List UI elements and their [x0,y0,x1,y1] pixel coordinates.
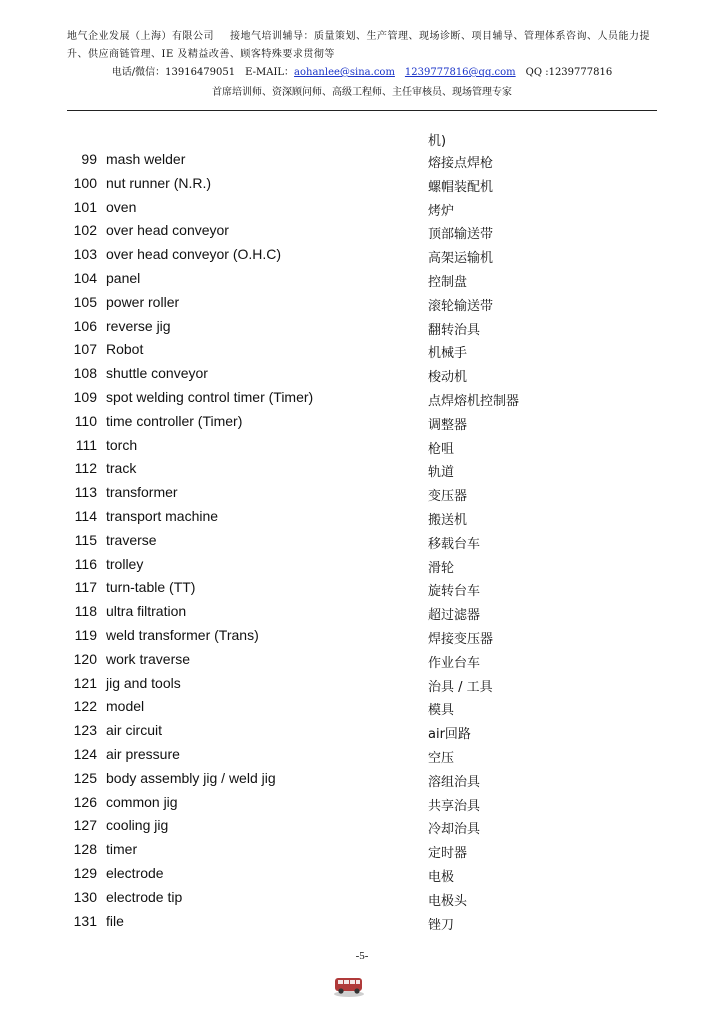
chinese-term: 顶部输送带 [428,227,494,243]
glossary-row [0,315,724,339]
english-term: reverse jig [106,317,171,334]
glossary-row [0,791,724,815]
row-number: 123 [73,722,97,739]
english-term: air pressure [106,745,180,762]
chinese-term: 高架运输机 [428,251,494,267]
row-number: 103 [73,246,97,263]
chinese-term: air回路 [428,727,471,743]
header-divider [67,110,657,111]
english-term: cooling jig [106,817,169,834]
glossary-row [0,648,724,672]
glossary-row [0,814,724,838]
english-term: air circuit [106,722,163,739]
row-number: 115 [74,531,97,548]
row-number: 130 [73,888,97,905]
row-number: 128 [73,841,97,858]
row-number: 108 [73,365,97,382]
chinese-term: 机械手 [428,346,468,362]
glossary-row [0,481,724,505]
chinese-term: 模具 [428,703,455,719]
chinese-term: 治具 / 工具 [428,679,493,695]
english-term: oven [106,198,137,215]
english-term: power roller [106,293,180,310]
english-term: common jig [106,793,178,810]
glossary-row [0,457,724,481]
english-term: body assembly jig / weld jig [106,769,276,786]
chinese-term: 翻转治具 [428,322,481,338]
row-number: 106 [73,317,97,334]
english-term: shuttle conveyor [106,365,208,382]
english-term: ultra filtration [106,603,187,620]
bus-icon [332,972,366,998]
row-number: 113 [74,484,97,501]
chinese-term: 搬送机 [428,512,468,528]
row-number: 110 [74,412,97,429]
english-term: Robot [106,341,144,358]
row-number: 99 [81,151,97,167]
row-number: 124 [73,745,97,762]
glossary-row [0,743,724,767]
glossary-row [0,172,724,196]
row-number: 117 [74,579,97,596]
glossary-row [0,672,724,696]
chinese-term: 控制盘 [428,274,468,290]
chinese-term: 烤炉 [428,203,455,219]
row-number: 120 [73,650,97,667]
glossary-row [0,243,724,267]
row-number: 105 [73,293,97,310]
glossary-row [0,576,724,600]
chinese-term: 溶组治具 [428,774,481,790]
glossary-row [0,529,724,553]
glossary-row [0,362,724,386]
chinese-term: 移载台车 [428,536,481,552]
english-term: over head conveyor (O.H.C) [106,246,282,263]
english-term: electrode [106,864,164,881]
chinese-term: 空压 [428,750,455,766]
chinese-term: 枪咀 [428,441,455,457]
header-contact-line [67,66,657,80]
chinese-term: 焊接变压器 [428,631,494,647]
glossary-row [0,862,724,886]
chinese-term: 冷却治具 [428,822,481,838]
glossary-row [0,505,724,529]
chinese-term: 调整器 [428,417,468,433]
english-term: timer [106,841,138,858]
glossary-row [0,338,724,362]
row-number: 109 [73,388,97,405]
english-term: torch [106,436,138,453]
english-term: spot welding control timer (Timer) [106,388,314,405]
english-term: panel [106,269,141,286]
row-number: 121 [73,674,97,691]
english-term: time controller (Timer) [106,412,243,429]
english-term: file [106,912,124,929]
english-term: mash welder [106,151,186,167]
row-number: 116 [74,555,97,572]
glossary-row [0,600,724,624]
chinese-term: 电极头 [428,893,468,909]
row-number: 127 [73,817,97,834]
glossary-row [0,386,724,410]
chinese-term: 旋转台车 [428,584,481,600]
row-number: 104 [73,269,97,286]
row-number: 119 [74,626,97,643]
row-number: 129 [73,864,97,881]
glossary-row [0,624,724,648]
chinese-term: 共享治具 [428,798,481,814]
chinese-term: 超过滤器 [428,608,481,624]
phone-text: 电话/微信：13916479051 [111,67,236,78]
glossary-row [0,148,724,172]
chinese-term: 梭动机 [428,370,468,386]
english-term: turn-table (TT) [106,579,196,596]
row-number: 111 [75,436,97,453]
english-term: jig and tools [106,674,181,691]
english-term: track [106,460,137,477]
glossary-row [0,291,724,315]
qq-text: QQ :1239777816 [525,67,613,78]
services-text: 接地气培训辅导：质量策划、生产管理、现场诊断、项目辅导、管理体系咨询、人员能力提升、供应商链管理、IE 及精益改善、顾客特殊要求贯彻等 [67,31,650,60]
glossary-row [0,838,724,862]
english-term: traverse [106,531,157,548]
email-label: E-MAIL： [245,67,295,78]
glossary-row [0,719,724,743]
glossary-row [0,196,724,220]
glossary-row [0,767,724,791]
header-titles: 首席培训师、资深顾问师、高级工程师、主任审核员、现场管理专家 [212,87,512,98]
row-number: 114 [74,507,97,524]
glossary-row [0,267,724,291]
row-number: 112 [74,460,97,477]
company-name: 地气企业发展（上海）有限公司 [67,31,214,42]
email-link-sina[interactable]: aohanlee@sina.com [294,67,395,78]
chinese-term: 电极 [428,869,455,885]
glossary-row [0,553,724,577]
glossary-row [0,695,724,719]
chinese-term: 熔接点焊枪 [428,156,494,171]
chinese-term: 滚轮输送带 [428,298,494,314]
chinese-term: 作业台车 [428,655,481,671]
chinese-term: 轨道 [428,465,455,481]
row-number: 126 [73,793,97,810]
page-number: -5- [355,950,369,962]
glossary-row [0,434,724,458]
row-number: 122 [73,698,97,715]
row-number: 107 [73,341,97,358]
row-number: 131 [73,912,97,929]
row-number: 102 [73,222,97,239]
english-term: over head conveyor [106,222,229,239]
english-term: work traverse [106,650,191,667]
english-term: trolley [106,555,144,572]
english-term: transformer [106,484,178,501]
continuation-text: 机) [428,134,447,149]
row-number: 100 [73,174,97,191]
chinese-term: 点焊熔机控制器 [428,393,520,409]
chinese-term: 滑轮 [428,560,455,576]
row-number: 125 [73,769,97,786]
english-term: nut runner (N.R.) [106,174,212,191]
english-term: weld transformer (Trans) [106,626,259,643]
glossary-row [0,886,724,910]
header-line-services [67,28,659,64]
chinese-term: 锉刀 [428,917,455,933]
chinese-term: 变压器 [428,489,468,505]
glossary-list [0,148,724,933]
glossary-row [0,910,724,934]
email-link-qq[interactable]: 1239777816@qq.com [404,67,516,78]
row-number: 101 [73,198,97,215]
english-term: model [106,698,145,715]
chinese-term: 螺帽装配机 [428,179,494,195]
english-term: transport machine [106,507,219,524]
english-term: electrode tip [106,888,183,905]
row-number: 118 [74,603,97,620]
glossary-row [0,410,724,434]
glossary-row [0,219,724,243]
chinese-term: 定时器 [428,846,468,862]
